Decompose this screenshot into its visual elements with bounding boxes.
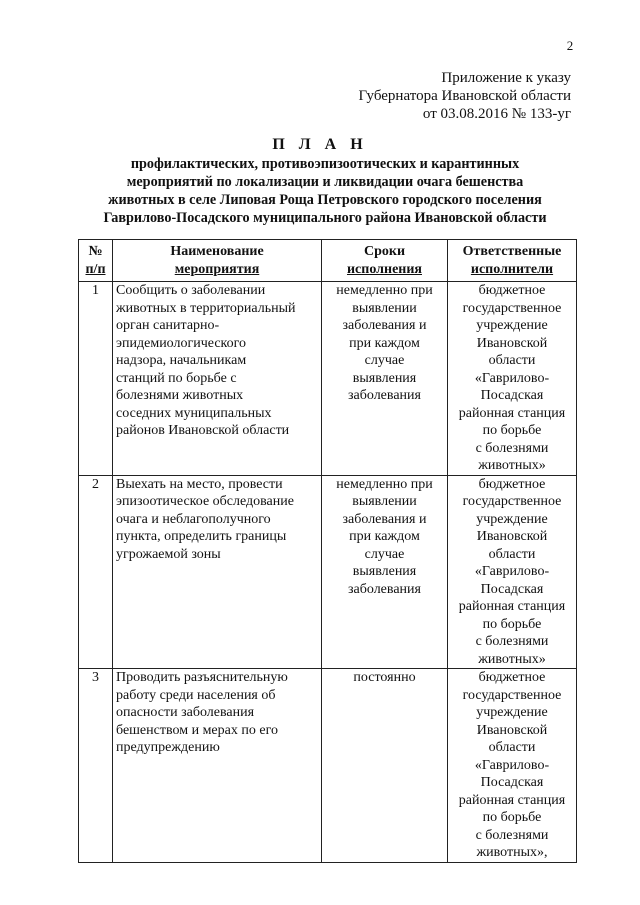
cell-responsible-line: «Гаврилово- [474, 564, 550, 579]
page-number: 2 [566, 38, 574, 53]
cell-responsible-line: области [488, 740, 536, 755]
appendix-header [358, 69, 571, 123]
cell-action-text [116, 282, 318, 440]
cell-responsible-line: бюджетное [478, 476, 546, 492]
cell-responsible-text [451, 282, 573, 475]
cell-action-line: угрожаемой зоны [116, 546, 221, 562]
cell-num: 1 [79, 282, 113, 476]
cell-responsible-line: бюджетное [478, 670, 546, 685]
cell-responsible [448, 475, 577, 669]
cell-responsible-line: «Гаврилово- [474, 757, 550, 773]
cell-action-line: эпидемиологического [116, 335, 247, 351]
table-row [79, 282, 577, 476]
appendix-line-3: от 03.08.2016 № 133-уг [422, 106, 571, 122]
header-num-line-1: № [88, 244, 103, 259]
cell-responsible-line: районная станция [458, 599, 566, 614]
subtitle-line-4: Гаврилово-Посадского муниципального района Ивановской области [103, 210, 547, 226]
cell-responsible-line: Ивановской [476, 722, 548, 738]
header-responsible [448, 240, 577, 282]
cell-responsible-line: государственное [462, 494, 562, 509]
cell-deadline-text [325, 669, 444, 687]
plan-table [78, 239, 577, 863]
plan-subtitle [60, 155, 590, 227]
plan-title: П Л А Н [272, 136, 368, 153]
cell-deadline-line: выявления [352, 370, 417, 386]
header-action [113, 240, 322, 282]
cell-deadline-line: немедленно при [336, 476, 433, 492]
header-deadline-line-2: исполнения [346, 261, 422, 277]
cell-deadline [322, 282, 448, 476]
cell-deadline-text [325, 476, 444, 599]
table-row [79, 475, 577, 669]
cell-action-line: эпизоотическое обследование [116, 494, 294, 509]
cell-deadline-line: при каждом [349, 529, 420, 544]
cell-deadline-line: заболевания и [342, 511, 427, 527]
cell-num: 2 [79, 475, 113, 669]
cell-responsible-line: по борьбе [482, 423, 542, 438]
cell-deadline [322, 669, 448, 863]
cell-responsible-line: животных» [478, 458, 546, 473]
cell-action-line: бешенством и мерах по его [116, 722, 278, 738]
header-deadline-line-1: Сроки [363, 244, 406, 259]
cell-responsible-line: с болезнями [475, 634, 549, 649]
cell-responsible-line: животных», [476, 845, 548, 860]
cell-deadline [322, 475, 448, 669]
cell-responsible-line: районная станция [458, 405, 566, 421]
table-header-row [79, 240, 577, 282]
cell-deadline-line: заболевания [348, 581, 421, 597]
header-responsible-line-1: Ответственные [462, 244, 562, 259]
cell-action [113, 282, 322, 476]
cell-responsible-line: «Гаврилово- [474, 370, 550, 386]
cell-responsible-line: по борьбе [482, 810, 542, 825]
cell-action-line: работу среди населения об [116, 687, 276, 703]
cell-deadline-line: заболевания [348, 388, 421, 403]
cell-action-line: предупреждению [116, 740, 220, 755]
cell-responsible-line: Посадская [480, 388, 544, 403]
cell-action-line: районов Ивановской области [116, 423, 290, 438]
cell-responsible-text [451, 669, 573, 862]
cell-action-line: животных в территориальный [116, 300, 296, 316]
cell-responsible-line: учреждение [476, 318, 548, 333]
header-responsible-line-2: исполнители [470, 261, 554, 277]
header-action-line-1: Наименование [170, 244, 264, 259]
cell-responsible-line: области [488, 353, 536, 368]
cell-responsible-line: с болезнями [475, 440, 549, 456]
cell-responsible-line: по борьбе [482, 616, 542, 632]
cell-responsible-line: учреждение [476, 511, 548, 527]
cell-num: 3 [79, 669, 113, 863]
subtitle-line-2: мероприятий по локализации и ликвидации очага бешенства [126, 174, 524, 190]
appendix-line-2: Губернатора Ивановской области [358, 88, 571, 104]
cell-action-line: очага и неблагополучного [116, 511, 271, 527]
subtitle-line-3: животных в селе Липовая Роща Петровского городского поселения [108, 192, 542, 208]
cell-action-text [116, 669, 318, 757]
cell-responsible-text [451, 476, 573, 669]
cell-action-line: болезнями животных [116, 388, 244, 403]
appendix-line-1: Приложение к указу [441, 70, 571, 86]
cell-action-line: Проводить разъяснительную [116, 670, 288, 685]
table-row [79, 669, 577, 863]
cell-deadline-line: немедленно при [336, 283, 433, 298]
table-body [79, 282, 577, 863]
cell-responsible-line: животных» [478, 651, 546, 667]
cell-responsible [448, 282, 577, 476]
cell-responsible-line: учреждение [476, 705, 548, 720]
cell-action-line: соседних муниципальных [116, 405, 272, 421]
cell-responsible-line: Посадская [480, 775, 544, 790]
header-deadline [322, 240, 448, 282]
cell-action [113, 669, 322, 863]
cell-responsible-line: бюджетное [478, 283, 546, 298]
cell-deadline-line: при каждом [349, 335, 420, 351]
cell-responsible-line: с болезнями [475, 827, 549, 843]
cell-deadline-line: выявлении [352, 300, 417, 316]
cell-responsible [448, 669, 577, 863]
cell-responsible-line: государственное [462, 300, 562, 316]
cell-action [113, 475, 322, 669]
cell-action-line: надзора, начальникам [116, 353, 247, 368]
cell-action-line: орган санитарно- [116, 318, 220, 333]
cell-deadline-text [325, 282, 444, 405]
subtitle-line-1: профилактических, противоэпизоотических и карантинных [130, 156, 520, 172]
cell-responsible-line: районная станция [458, 792, 566, 808]
cell-deadline-line: постоянно [353, 670, 416, 685]
cell-responsible-line: Ивановской [476, 529, 548, 544]
header-num [79, 240, 113, 282]
cell-responsible-line: области [488, 546, 536, 562]
cell-deadline-line: заболевания и [342, 318, 427, 333]
cell-action-text [116, 476, 318, 564]
cell-action-line: станций по борьбе с [116, 370, 237, 386]
cell-responsible-line: Посадская [480, 581, 544, 597]
cell-action-line: Выехать на место, провести [116, 476, 283, 492]
header-num-line-2: п/п [85, 261, 106, 277]
cell-action-line: опасности заболевания [116, 705, 255, 720]
cell-deadline-line: случае [364, 353, 405, 368]
cell-action-line: Сообщить о заболевании [116, 283, 266, 298]
cell-responsible-line: Ивановской [476, 335, 548, 351]
cell-action-line: пункта, определить границы [116, 529, 287, 544]
cell-deadline-line: выявлении [352, 494, 417, 509]
header-action-line-2: мероприятия [174, 261, 260, 277]
cell-deadline-line: выявления [352, 564, 417, 579]
cell-deadline-line: случае [364, 546, 405, 562]
cell-responsible-line: государственное [462, 687, 562, 703]
